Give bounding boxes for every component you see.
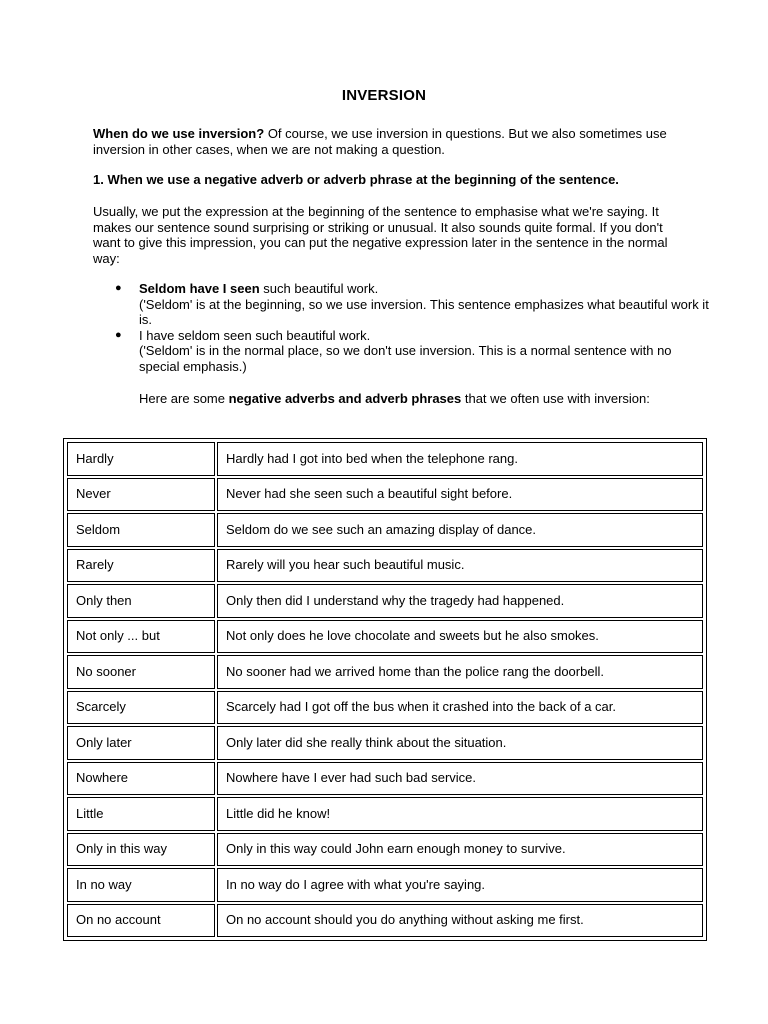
- bullet-explanation: ('Seldom' is at the beginning, so we use inversion. This sentence emphasizes what beautiful work it is.: [139, 296, 709, 328]
- example-cell: Little did he know!: [217, 797, 703, 831]
- example-cell: Only later did she really think about the situation.: [217, 726, 703, 760]
- adverb-cell: Not only ... but: [67, 620, 215, 654]
- page-title: INVERSION: [341, 87, 427, 104]
- bullet-rest: such beautiful work.: [259, 281, 379, 296]
- example-cell: Nowhere have I ever had such bad service.: [217, 762, 703, 796]
- example-cell: Rarely will you hear such beautiful music.: [217, 549, 703, 583]
- adverb-cell: Scarcely: [67, 691, 215, 725]
- table-row: [67, 549, 703, 583]
- bullet-dot-icon: ●: [115, 282, 122, 294]
- adverb-table-frame: [63, 438, 707, 941]
- example-bullet-list: [93, 281, 713, 375]
- table-row: [67, 620, 703, 654]
- table-row: [67, 762, 703, 796]
- adverb-cell: Only then: [67, 584, 215, 618]
- table-row: [67, 478, 703, 512]
- adverb-cell: On no account: [67, 904, 215, 938]
- example-cell: No sooner had we arrived home than the police rang the doorbell.: [217, 655, 703, 689]
- intro-paragraph: [93, 126, 683, 157]
- adverb-cell: No sooner: [67, 655, 215, 689]
- section-paragraph: Usually, we put the expression at the beginning of the sentence to emphasise what we're saying. It makes our sentence sound surprising or striking or unusual. It also sounds quite formal. If you don't want to give this impression, you can put the negative expression later in the sentence in the normal way:: [93, 204, 668, 266]
- adverb-cell: Only in this way: [67, 833, 215, 867]
- adverb-cell: Rarely: [67, 549, 215, 583]
- adverb-cell: In no way: [67, 868, 215, 902]
- example-cell: Only in this way could John earn enough money to survive.: [217, 833, 703, 867]
- example-cell: Hardly had I got into bed when the telephone rang.: [217, 442, 703, 476]
- adverbs-intro: [139, 391, 659, 407]
- adverbs-intro-bold: negative adverbs and adverb phrases: [228, 391, 462, 406]
- bullet-item: [93, 328, 713, 375]
- bullet-sentence: [139, 281, 713, 297]
- adverbs-intro-before: Here are some: [139, 391, 229, 406]
- table-row: [67, 442, 703, 476]
- adverb-cell: Little: [67, 797, 215, 831]
- bullet-explanation: ('Seldom' is in the normal place, so we don't use inversion. This is a normal sentence with no special emphasis.): [139, 343, 672, 374]
- table-row: [67, 584, 703, 618]
- table-row: [67, 691, 703, 725]
- adverb-cell: Never: [67, 478, 215, 512]
- bullet-item: [93, 281, 713, 328]
- table-row: [67, 726, 703, 760]
- adverb-cell: Nowhere: [67, 762, 215, 796]
- table-row: [67, 797, 703, 831]
- intro-text: Of course, we use inversion in questions. But we also sometimes use inversion in other cases, when we are not making a question.: [93, 126, 667, 157]
- table-row: [67, 868, 703, 902]
- table-row: [67, 833, 703, 867]
- table-row: [67, 513, 703, 547]
- bullet-sentence: I have seldom seen such beautiful work.: [139, 327, 371, 343]
- adverb-cell: Only later: [67, 726, 215, 760]
- section-heading: 1. When we use a negative adverb or adverb phrase at the beginning of the sentence.: [93, 172, 619, 187]
- example-cell: On no account should you do anything without asking me first.: [217, 904, 703, 938]
- example-cell: Only then did I understand why the tragedy had happened.: [217, 584, 703, 618]
- adverbs-intro-after: that we often use with inversion:: [461, 391, 650, 406]
- adverb-table: [65, 440, 705, 939]
- bullet-dot-icon: ●: [115, 328, 122, 341]
- example-cell: Seldom do we see such an amazing display of dance.: [217, 513, 703, 547]
- example-cell: In no way do I agree with what you're saying.: [217, 868, 703, 902]
- bullet-bold-phrase: Seldom have I seen: [139, 281, 260, 296]
- intro-question: When do we use inversion?: [93, 126, 265, 141]
- table-row: [67, 904, 703, 938]
- example-cell: Scarcely had I got off the bus when it crashed into the back of a car.: [217, 691, 703, 725]
- example-cell: Not only does he love chocolate and sweets but he also smokes.: [217, 620, 703, 654]
- adverb-cell: Hardly: [67, 442, 215, 476]
- adverb-cell: Seldom: [67, 513, 215, 547]
- table-row: [67, 655, 703, 689]
- example-cell: Never had she seen such a beautiful sight before.: [217, 478, 703, 512]
